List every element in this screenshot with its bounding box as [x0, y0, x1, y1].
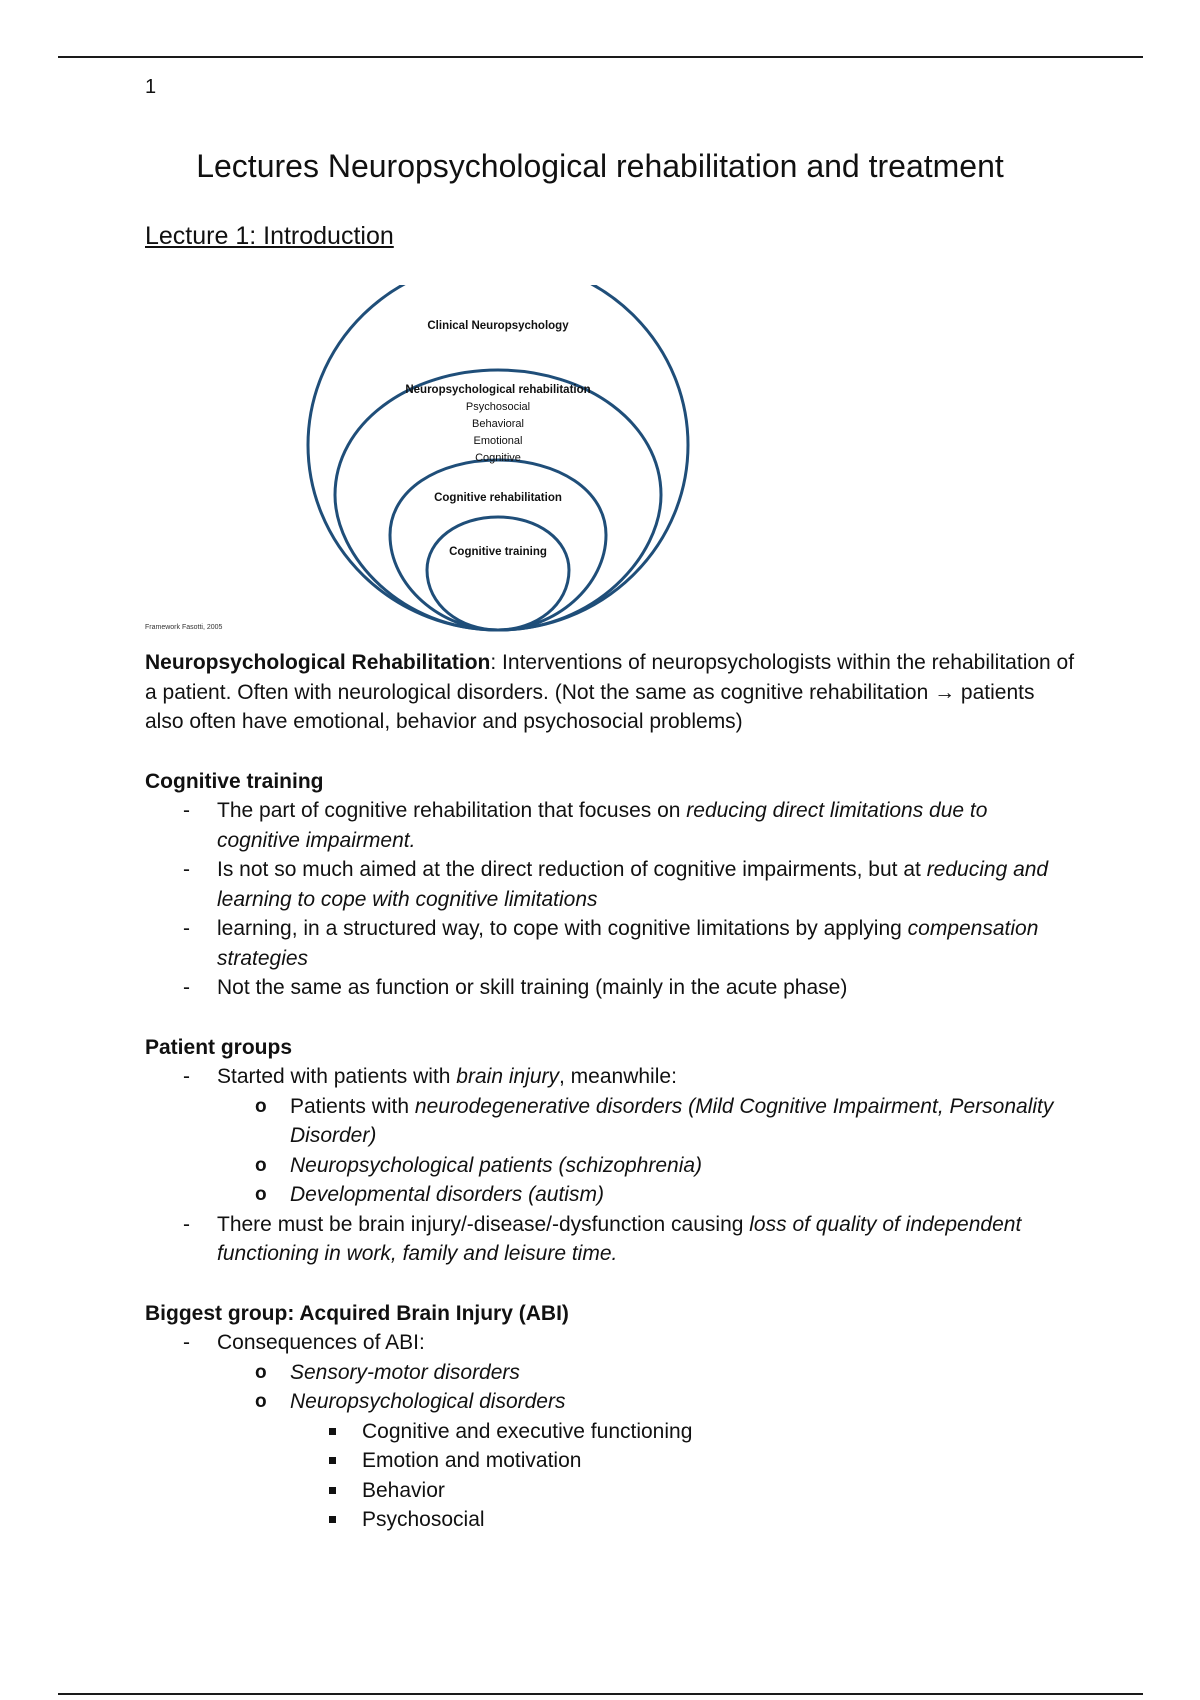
document-title: Lectures Neuropsychological rehabilitation and treatment [196, 148, 1004, 184]
document-body [145, 648, 1075, 1535]
patient-groups-sublist [217, 1092, 1075, 1210]
list-item: - Started with patients with brain injury, meanwhile: o Patients with neurodegenerative disorders (Mild Cognitive Impairment, Personality Disorder) o Neuropsychological patients (schizophrenia) o Developmental disorders (autism) [145, 1062, 1075, 1210]
top-rule [58, 56, 1143, 58]
list-item: Cognitive and executive functioning [145, 1417, 1075, 1447]
definition-paragraph: Neuropsychological Rehabilitation: Interventions of neuropsychologists within the rehabilitation of a patient. Often with neurological disorders. (Not the same as cognitive rehabilitation → patients also often have emotional, behavior and psychosocial problems) [145, 651, 1075, 733]
label-neuropsychological-rehabilitation: Neuropsychological rehabilitation [405, 384, 591, 396]
list-item: o Sensory-motor disorders [255, 1360, 520, 1384]
list-item: Behavior [145, 1476, 1075, 1506]
square-bullet-icon [329, 1428, 336, 1435]
heading-patient-groups: Patient groups [145, 1035, 293, 1059]
abi-subsublist [290, 1417, 1075, 1535]
label-psychosocial: Psychosocial [465, 401, 531, 413]
definition-term: Neuropsychological Rehabilitation [145, 651, 491, 674]
list-item: - The part of cognitive rehabilitation that focuses on reducing direct limitations due to cognitive impairment. [183, 799, 988, 852]
heading-cognitive-training: Cognitive training [145, 769, 324, 793]
square-bullet-icon [329, 1487, 336, 1494]
list-item: Psychosocial [145, 1505, 1075, 1535]
list-item: Emotion and motivation [145, 1446, 1075, 1476]
label-cognitive-training: Cognitive training [449, 546, 547, 558]
square-bullet-icon [329, 1516, 336, 1523]
list-item: - Consequences of ABI: o Sensory-motor disorders o Neuropsychological disorders Cognitive and executive functioning Emotion and motivation Behavior Psychosocial [145, 1328, 1075, 1535]
list-item: - Not the same as function or skill training (mainly in the acute phase) [183, 976, 848, 999]
cognitive-training-list [145, 796, 1075, 1003]
list-item: - Is not so much aimed at the direct reduction of cognitive impairments, but at reducing and learning to cope with cognitive limitations [183, 858, 1049, 911]
list-item: o Patients with neurodegenerative disorders (Mild Cognitive Impairment, Personality Disorder) [255, 1094, 1054, 1147]
abi-sublist [217, 1358, 1075, 1535]
label-emotional: Emotional [473, 435, 523, 447]
circle-cognitive-training [427, 517, 569, 630]
list-item: o Neuropsychological patients (schizophrenia) [255, 1153, 703, 1177]
abi-list [145, 1328, 1075, 1535]
label-behavioral: Behavioral [472, 418, 524, 430]
label-clinical-neuropsychology: Clinical Neuropsychology [427, 320, 569, 332]
arrow-glyph: → [934, 680, 956, 704]
circle-cognitive-rehabilitation [390, 460, 606, 630]
patient-groups-list [145, 1062, 1075, 1269]
square-bullet-icon [329, 1457, 336, 1464]
nested-circles-diagram [145, 285, 705, 640]
list-item: - learning, in a structured way, to cope with cognitive limitations by applying compensation strategies [183, 917, 1039, 970]
bottom-rule [58, 1693, 1143, 1695]
list-item: - There must be brain injury/-disease/-dysfunction causing loss of quality of independent functioning in work, family and leisure time. [183, 1212, 1022, 1265]
list-item: o Developmental disorders (autism) [255, 1183, 604, 1206]
page-number: 1 [145, 76, 157, 98]
label-cognitive: Cognitive [475, 452, 521, 464]
diagram-credit: Framework Fasotti, 2005 [145, 624, 223, 631]
heading-abi: Biggest group: Acquired Brain Injury (ABI) [145, 1301, 569, 1325]
label-cognitive-rehabilitation: Cognitive rehabilitation [434, 492, 562, 504]
list-item: o Neuropsychological disorders Cognitive and executive functioning Emotion and motivation Behavior Psychosocial [145, 1387, 1075, 1535]
lecture-heading: Lecture 1: Introduction [145, 222, 394, 250]
